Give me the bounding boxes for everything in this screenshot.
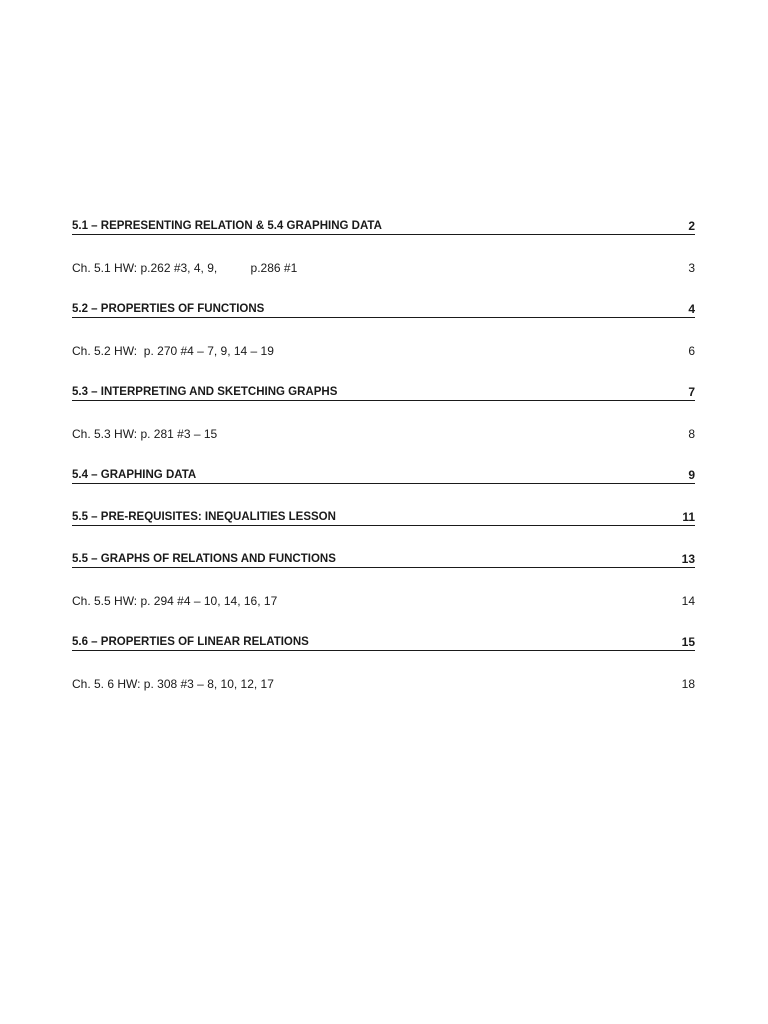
toc-entry-label: Ch. 5.1 HW: p.262 #3, 4, 9, p.286 #1 <box>72 261 298 275</box>
toc-entry-5-4[interactable] <box>72 464 695 484</box>
toc-entry-label: 5.3 – INTERPRETING AND SKETCHING GRAPHS <box>72 386 338 398</box>
toc-entry-5-5[interactable] <box>72 548 695 568</box>
toc-entry-label: 5.5 – PRE-REQUISITES: INEQUALITIES LESSON <box>72 511 336 523</box>
toc-entry-page: 18 <box>681 677 695 691</box>
toc-entry-5-2[interactable] <box>72 298 695 318</box>
toc-entry-page: 7 <box>688 385 695 399</box>
toc-entry-5-6[interactable] <box>72 631 695 651</box>
toc-entry-page: 13 <box>681 552 695 566</box>
toc-entry-label: Ch. 5.3 HW: p. 281 #3 – 15 <box>72 427 218 441</box>
toc-entry-page: 11 <box>682 510 695 524</box>
toc-entry-5-5-prereq[interactable] <box>72 506 695 526</box>
toc-entry-5-1[interactable] <box>72 215 695 235</box>
toc-entry-page: 2 <box>688 219 695 233</box>
toc-entry-label: 5.1 – REPRESENTING RELATION & 5.4 GRAPHING DATA <box>72 220 382 232</box>
toc-entry-label: 5.4 – GRAPHING DATA <box>72 469 197 481</box>
toc-entry-label: 5.2 – PROPERTIES OF FUNCTIONS <box>72 303 265 315</box>
toc-entry-5-1-hw[interactable] <box>72 257 695 276</box>
toc-entry-label: Ch. 5.5 HW: p. 294 #4 – 10, 14, 16, 17 <box>72 594 278 608</box>
toc-entry-page: 9 <box>688 468 695 482</box>
toc-entry-5-3-hw[interactable] <box>72 423 695 442</box>
toc-entry-label: Ch. 5.2 HW: p. 270 #4 – 7, 9, 14 – 19 <box>72 344 274 358</box>
toc-entry-5-6-hw[interactable] <box>72 673 695 692</box>
toc-entry-page: 3 <box>688 261 695 275</box>
toc-entry-label: 5.5 – GRAPHS OF RELATIONS AND FUNCTIONS <box>72 553 336 565</box>
toc-entry-page: 14 <box>681 594 695 608</box>
toc-entry-5-5-hw[interactable] <box>72 590 695 609</box>
toc-entry-page: 4 <box>688 302 695 316</box>
toc-entry-5-2-hw[interactable] <box>72 340 695 359</box>
toc-entry-5-3[interactable] <box>72 381 695 401</box>
toc-entry-label: Ch. 5. 6 HW: p. 308 #3 – 8, 10, 12, 17 <box>72 677 274 691</box>
toc-entry-page: 6 <box>688 344 695 358</box>
toc-entry-label: 5.6 – PROPERTIES OF LINEAR RELATIONS <box>72 636 309 648</box>
table-of-contents <box>72 215 695 692</box>
toc-entry-page: 15 <box>681 635 695 649</box>
toc-entry-page: 8 <box>688 427 695 441</box>
